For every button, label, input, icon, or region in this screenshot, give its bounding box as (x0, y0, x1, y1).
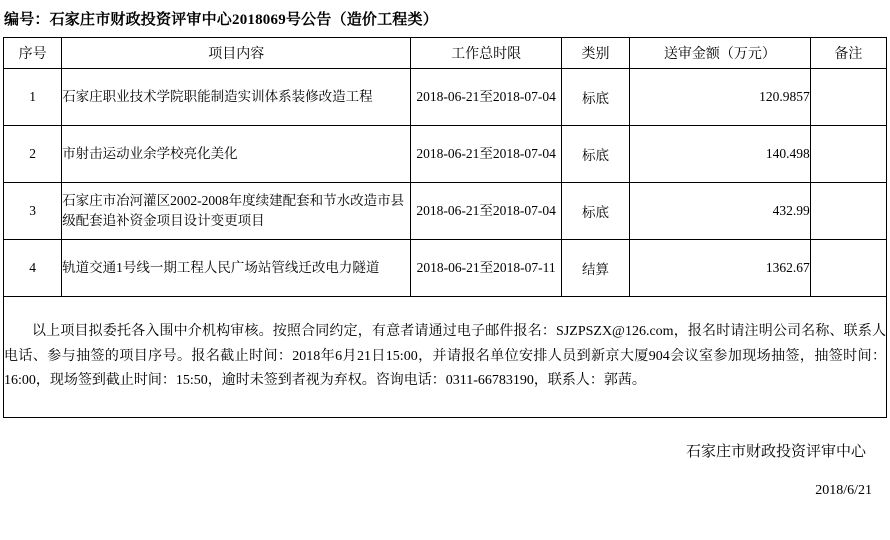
row-no: 2 (4, 126, 62, 183)
row-type: 标底 (561, 126, 629, 183)
row-time: 2018-06-21至2018-07-04 (411, 126, 562, 183)
table-row (4, 240, 887, 297)
column-header-time: 工作总时限 (411, 38, 562, 69)
notes-cell (4, 297, 887, 418)
row-memo (810, 183, 886, 240)
issuer-signature: 石家庄市财政投资评审中心 (685, 444, 866, 460)
row-item: 石家庄职业技术学院职能制造实训体系装修改造工程 (62, 69, 411, 126)
notes-text: 以上项目拟委托各入围中介机构审核。按照合同约定，有意者请通过电子邮件报名：SJZPSZX@126.com，报名时请注明公司名称、联系人电话、参与抽签的项目序号。报名截止时间：2018年6月21日15:00，并请报名单位安排人员到新京大厦904会议室参加现场抽签，抽签时间：16:00，现场签到截止时间：15:50，逾时未签到者视为弃权。咨询电话：0311-66783190，联系人：郭茜。 (4, 324, 886, 389)
row-amount: 1362.67 (630, 240, 811, 297)
row-time: 2018-06-21至2018-07-04 (411, 69, 562, 126)
column-header-item: 项目内容 (62, 38, 411, 69)
column-header-amount: 送审金额（万元） (630, 38, 811, 69)
row-memo (810, 240, 886, 297)
table-row (4, 69, 887, 126)
row-item: 市射击运动业余学校亮化美化 (62, 126, 411, 183)
column-header-no: 序号 (4, 38, 62, 69)
row-no: 4 (4, 240, 62, 297)
row-time: 2018-06-21至2018-07-11 (411, 240, 562, 297)
row-no: 3 (4, 183, 62, 240)
table-row (4, 183, 887, 240)
column-header-type: 类别 (561, 38, 629, 69)
row-type: 标底 (561, 69, 629, 126)
table-header-row (4, 38, 887, 69)
row-amount: 140.498 (630, 126, 811, 183)
announcement-table (3, 37, 887, 418)
issue-date: 2018/6/21 (815, 483, 872, 498)
row-time: 2018-06-21至2018-07-04 (411, 183, 562, 240)
row-memo (810, 126, 886, 183)
row-type: 结算 (561, 240, 629, 297)
row-item: 石家庄市冶河灌区2002-2008年度续建配套和节水改造市县级配套追补资金项目设计变更项目 (62, 183, 411, 240)
row-memo (810, 69, 886, 126)
notes-row (4, 297, 887, 418)
column-header-memo: 备注 (810, 38, 886, 69)
row-no: 1 (4, 69, 62, 126)
row-amount: 432.99 (630, 183, 811, 240)
page-title: 编号：石家庄市财政投资评审中心2018069号公告（造价工程类） (4, 12, 438, 28)
row-amount: 120.9857 (630, 69, 811, 126)
row-type: 标底 (561, 183, 629, 240)
table-row (4, 126, 887, 183)
row-item: 轨道交通1号线一期工程人民广场站管线迁改电力隧道 (62, 240, 411, 297)
